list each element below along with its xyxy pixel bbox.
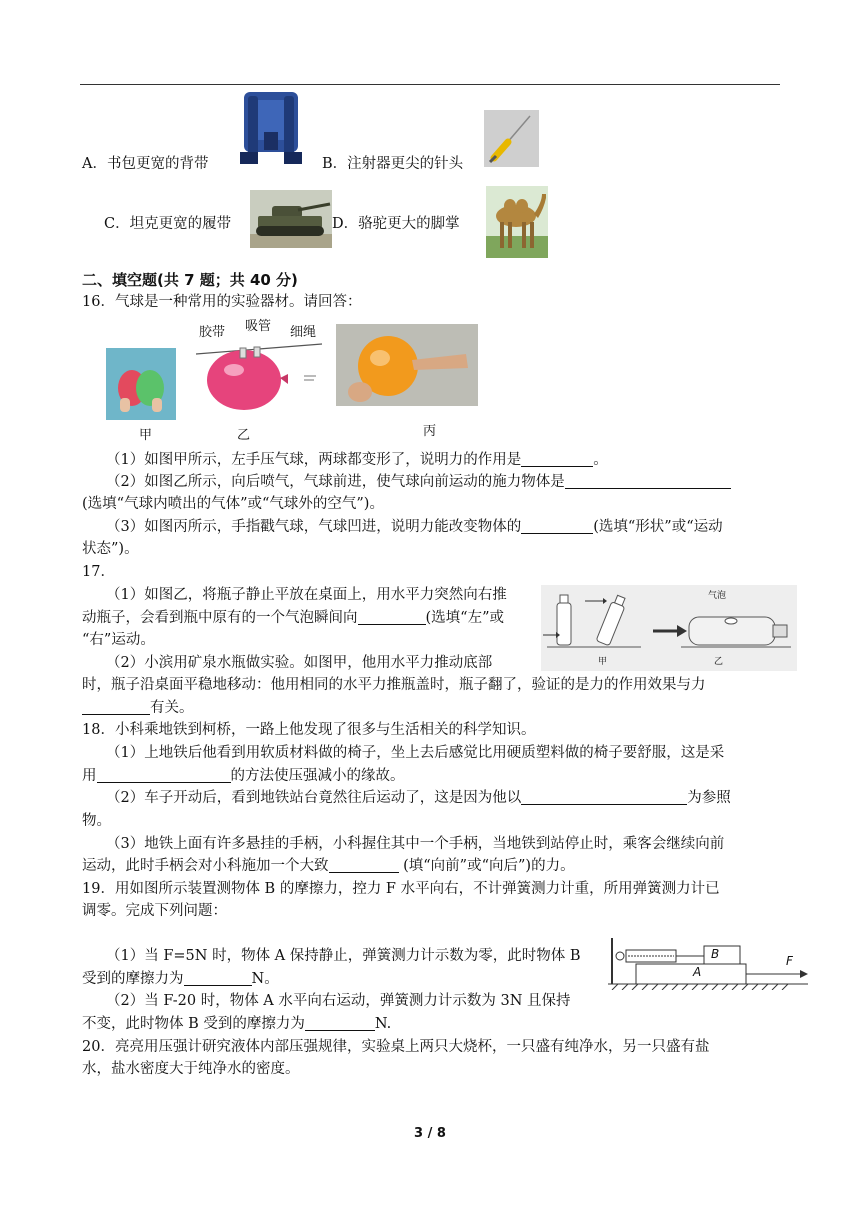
bottle-figure — [541, 585, 797, 671]
q20-l2: 水，盐水密度大于纯净水的密度。 — [82, 1061, 300, 1077]
q17-l6 — [82, 697, 194, 719]
q19-p1-cont — [82, 968, 279, 990]
q18-p3-cont — [82, 855, 575, 877]
backpack-image — [234, 92, 308, 164]
q17-l4: （2）小滨用矿泉水瓶做实验。如图甲，他用水平力推动底部 — [106, 655, 493, 671]
q19-p2-cont — [82, 1013, 391, 1035]
q18-blank-3[interactable] — [329, 856, 399, 873]
label-a: A — [693, 965, 702, 979]
q18-p2-cont: 物。 — [82, 813, 111, 829]
q18-blank-2[interactable] — [521, 788, 687, 805]
q17-fig-label-qipao: 气泡 — [708, 591, 727, 601]
q19-stem: 19．用如图所示装置测物体 B 的摩擦力，控力 F 水平向右，不计弹簧测力计重，所用弹簧测力计已 — [82, 881, 720, 897]
q18-blank-1[interactable] — [97, 766, 231, 783]
balloon-hands-image — [106, 348, 176, 420]
q18-p1: （1）上地铁后他看到用软质材料做的椅子，坐上去后感觉比用硬质塑料做的椅子要舒服，这是采 — [106, 745, 725, 761]
q16-p2-cont: (选填“气球内喷出的气体”或“气球外的空气”)。 — [82, 496, 384, 512]
q16-p1-end: 。 — [593, 452, 608, 468]
q19-p2: （2）当 F-20 时，物体 A 水平向右运动，弹簧测力计示数为 3N 且保持 — [106, 993, 571, 1009]
q17-l2-end: (选填“左”或 — [425, 610, 504, 626]
q16-p2-text: （2）如图乙所示，向后喷气，气球前进，使气球向前运动的施力物体是 — [106, 474, 565, 490]
q20-l1: 20．亮亮用压强计研究液体内部压强规律，实验桌上两只大烧杯，一只盛有纯净水，另一只盛有盐 — [82, 1039, 710, 1055]
option-a: A．书包更宽的背带 — [82, 156, 209, 172]
option-c: C．坦克更宽的履带 — [104, 216, 232, 232]
q19-p1: （1）当 F=5N 时，物体 A 保持静止，弹簧测力计示数为零，此时物体 B — [106, 948, 581, 964]
q19-p1-cont-text: 受到的摩擦力为 — [82, 971, 184, 987]
q19-p1-end: N。 — [251, 971, 279, 987]
option-b: B．注射器更尖的针头 — [322, 156, 464, 172]
q17-l1: （1）如图乙，将瓶子静止平放在桌面上，用水平力突然向右推 — [106, 587, 507, 603]
q16-blank-1[interactable] — [521, 450, 593, 467]
fig-label-yi: 乙 — [237, 428, 251, 443]
q19-p2-cont-text: 不变，此时物体 B 受到的摩擦力为 — [82, 1016, 305, 1032]
label-b: B — [711, 947, 720, 961]
page-number: 3 / 8 — [414, 1126, 446, 1141]
fig-label-jia: 甲 — [139, 428, 153, 443]
q18-stem: 18．小科乘地铁到柯桥，一路上他发现了很多与生活相关的科学知识。 — [82, 722, 536, 738]
q17-l6-end: 有关。 — [150, 700, 194, 716]
q16-p3-end: (选填“形状”或“运动 — [593, 519, 723, 535]
q17-blank-1[interactable] — [358, 608, 426, 625]
q18-p3: （3）地铁上面有许多悬挂的手柄，小科握住其中一个手柄，当地铁到站停止时，乘客会继续向前 — [106, 836, 725, 852]
q17-blank-2[interactable] — [82, 698, 150, 715]
q17-l2 — [82, 607, 504, 629]
header-rule — [80, 84, 780, 85]
label-f: F — [786, 954, 793, 968]
option-d: D．骆驼更大的脚掌 — [332, 216, 460, 232]
q18-p2-text: （2）车子开动后，看到地铁站台竟然往后运动了，这是因为他以 — [106, 790, 522, 806]
label-xiguan: 吸管 — [245, 319, 272, 334]
fig-label-bing: 丙 — [423, 424, 437, 439]
q18-p3-end: (填“向前”或“向后”)的力。 — [398, 858, 575, 874]
q16-stem: 16．气球是一种常用的实验器材。请回答： — [82, 294, 362, 310]
q16-p1-text: （1）如图甲所示，左手压气球，两球都变形了，说明力的作用是 — [106, 452, 522, 468]
syringe-image — [484, 110, 539, 167]
q18-p2 — [106, 787, 731, 809]
label-xisheng: 细绳 — [290, 325, 317, 340]
spring-scale-figure — [608, 928, 812, 990]
tank-image — [250, 190, 332, 248]
q16-p3-text: （3）如图丙所示，手指戳气球，气球凹进，说明力能改变物体的 — [106, 519, 522, 535]
q16-p1 — [106, 449, 608, 471]
q18-p1-cont-text: 用 — [82, 768, 97, 784]
q18-p3-cont-text: 运动，此时手柄会对小科施加一个大致 — [82, 858, 329, 874]
q16-blank-2[interactable] — [565, 472, 731, 489]
camel-image — [486, 186, 548, 258]
q17-fig-label-yi: 乙 — [714, 657, 724, 667]
q18-p2-end: 为参照 — [687, 790, 731, 806]
q18-p1-cont — [82, 765, 405, 787]
finger-balloon-image — [336, 324, 478, 406]
q19-stem-cont: 调零。完成下列问题： — [82, 903, 227, 919]
q17-num: 17． — [82, 564, 115, 580]
q19-p2-end: N. — [374, 1016, 392, 1032]
q17-l5: 时，瓶子沿桌面平稳地移动：他用相同的水平力推瓶盖时，瓶子翻了，验证的是力的作用效果与力 — [82, 677, 706, 693]
q17-l2-text: 动瓶子，会看到瓶中原有的一个气泡瞬间向 — [82, 610, 358, 626]
q16-p3 — [106, 516, 723, 538]
q19-blank-2[interactable] — [305, 1014, 375, 1031]
q16-blank-3[interactable] — [521, 517, 593, 534]
q16-p2 — [106, 471, 731, 493]
q16-p3-cont: 状态”)。 — [82, 541, 139, 557]
q18-p1-end: 的方法使压强减小的缘故。 — [230, 768, 405, 784]
q17-l3: “右”运动。 — [82, 632, 155, 648]
q17-fig-label-jia: 甲 — [598, 657, 608, 667]
section-heading: 二、填空题(共 7 题；共 40 分) — [82, 271, 298, 289]
label-jiaodai: 胶带 — [199, 325, 226, 340]
q19-blank-1[interactable] — [184, 969, 252, 986]
